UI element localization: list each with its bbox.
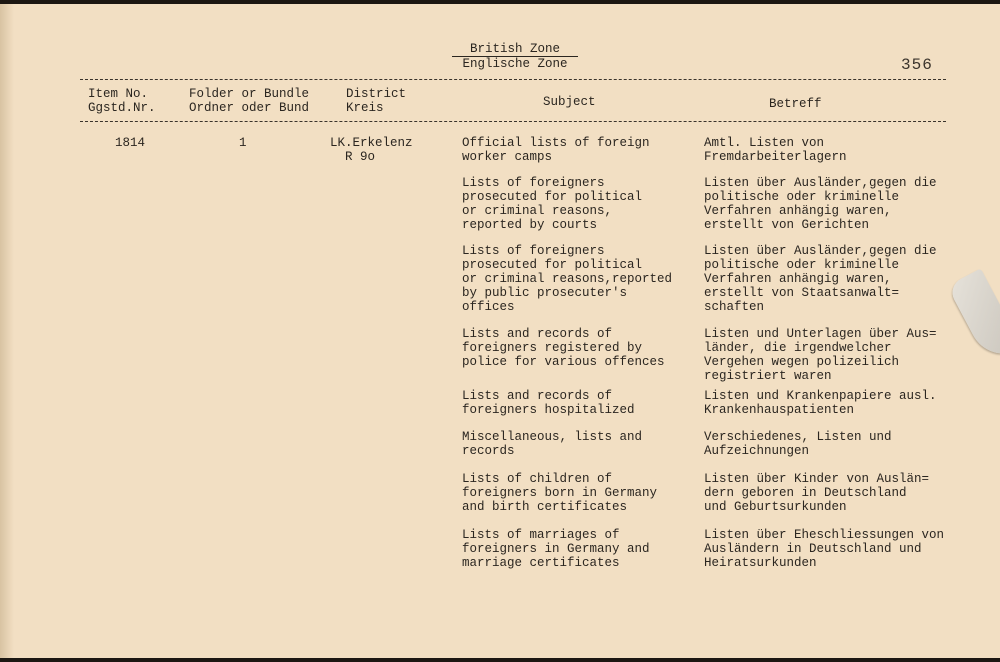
header-item-no: Item No. Ggstd.Nr.: [88, 87, 156, 115]
header-top-rule: [80, 79, 946, 80]
zone-title-german: Englische Zone: [452, 56, 578, 71]
entry-subject: Lists and records of foreigners registered by police for various offences: [462, 327, 665, 369]
entry-betreff: Listen über Ausländer,gegen die politische oder kriminelle Verfahren anhängig waren, erstellt von Staatsanwalt= schaften: [704, 244, 937, 314]
entry-betreff: Verschiedenes, Listen und Aufzeichnungen: [704, 430, 892, 458]
entry-subject: Lists of children of foreigners born in Germany and birth certificates: [462, 472, 658, 514]
entry-betreff: Listen über Eheschliessungen von Ausländern in Deutschland und Heiratsurkunden: [704, 528, 945, 570]
header-subject: Subject: [543, 95, 596, 109]
header-betreff: Betreff: [769, 97, 822, 111]
entry-subject: Official lists of foreign worker camps: [462, 136, 650, 164]
entry-betreff: Listen über Kinder von Auslän= dern geboren in Deutschland und Geburtsurkunden: [704, 472, 930, 514]
entry-subject: Miscellaneous, lists and records: [462, 430, 643, 458]
entry-subject: Lists of marriages of foreigners in Germany and marriage certificates: [462, 528, 650, 570]
header-folder: Folder or Bundle Ordner oder Bund: [189, 87, 310, 115]
page-tab-marker: [947, 268, 1000, 365]
entry-betreff: Listen und Unterlagen über Aus= länder, die irgendwelcher Vergehen wegen polizeilich registriert waren: [704, 327, 937, 383]
entry-betreff: Listen und Krankenpapiere ausl. Krankenhauspatienten: [704, 389, 937, 417]
entry-betreff: Amtl. Listen von Fremdarbeiterlagern: [704, 136, 847, 164]
record-item-number: 1814: [115, 136, 146, 150]
header-bottom-rule: [80, 121, 946, 122]
entry-subject: Lists of foreigners prosecuted for political or criminal reasons,reported by public prosecuter's offices: [462, 244, 673, 314]
entry-betreff: Listen über Ausländer,gegen die politische oder kriminelle Verfahren anhängig waren, erstellt von Gerichten: [704, 176, 937, 232]
zone-title-english: British Zone: [469, 42, 560, 56]
header-district: District Kreis: [346, 87, 407, 115]
record-district: LK.Erkelenz R 9o: [330, 136, 413, 164]
page-number: 356: [901, 56, 933, 74]
record-folder-number: 1: [239, 136, 247, 150]
zone-heading: [440, 42, 590, 71]
entry-subject: Lists of foreigners prosecuted for political or criminal reasons, reported by courts: [462, 176, 643, 232]
document-page: [0, 4, 1000, 658]
entry-subject: Lists and records of foreigners hospitalized: [462, 389, 635, 417]
